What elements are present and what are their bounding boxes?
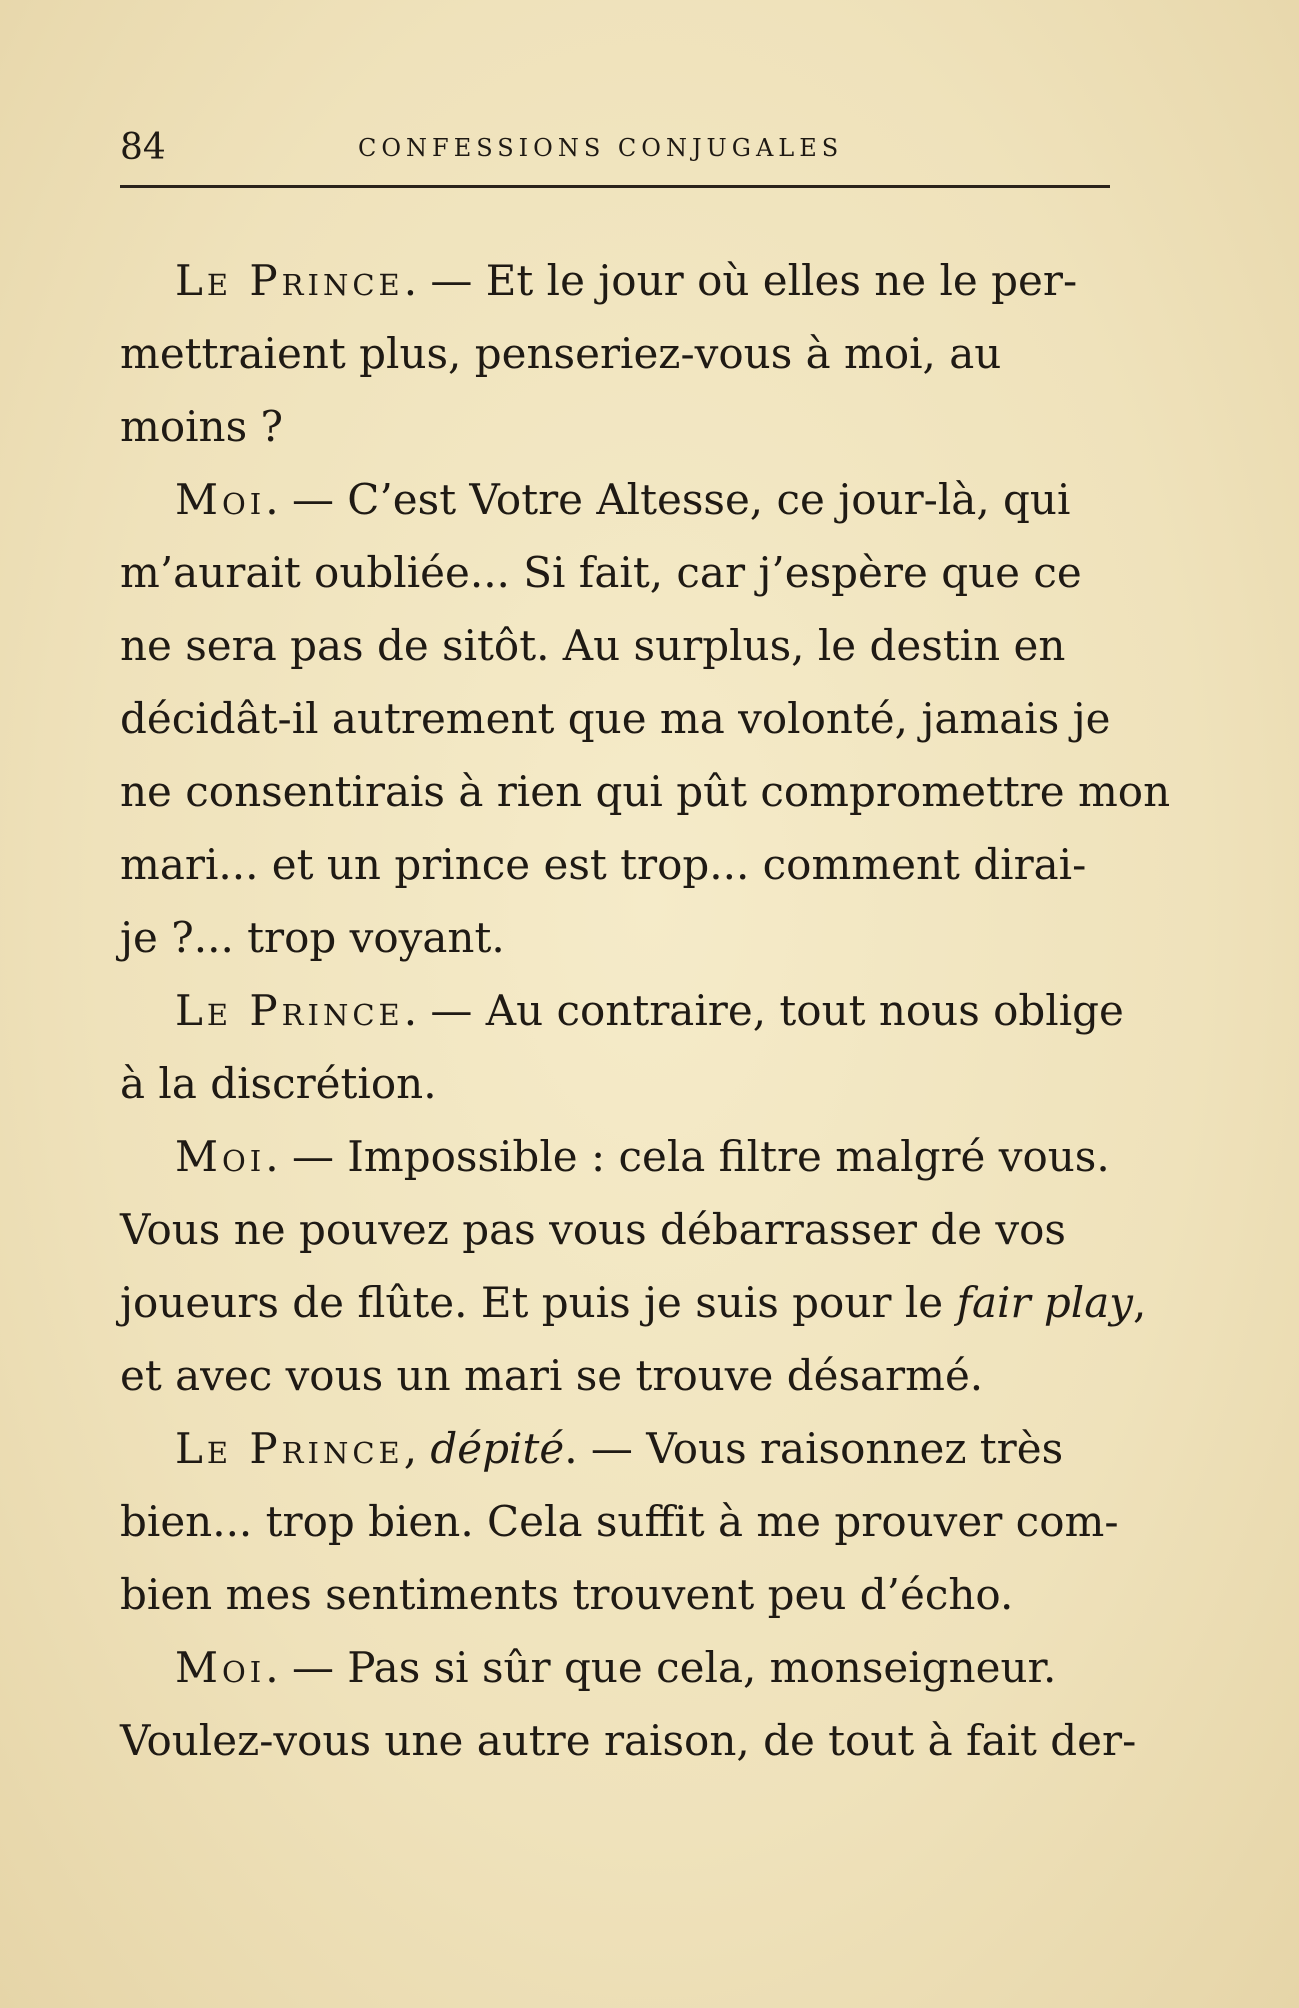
line-text: . — Vous raisonnez très xyxy=(564,1424,1064,1473)
text-line xyxy=(120,1339,1110,1412)
line-text: . — Pas si sûr que cela, monseigneur. xyxy=(265,1643,1057,1692)
speaker-name: Le Prince xyxy=(175,256,404,305)
line-text: Vous ne pouvez pas vous débarrasser de vos xyxy=(120,1205,1066,1254)
running-title: CONFESSIONS CONJUGALES xyxy=(358,134,844,162)
line-text: bien... trop bien. Cela suffit à me prouver com- xyxy=(120,1497,1119,1546)
page-number: 84 xyxy=(120,127,166,168)
text-line xyxy=(120,1558,1110,1631)
line-text: , xyxy=(1132,1278,1147,1327)
text-line xyxy=(120,244,1110,317)
text-line xyxy=(120,1193,1110,1266)
page-header xyxy=(120,118,1110,178)
text-line xyxy=(120,1047,1110,1120)
line-text: mari... et un prince est trop... comment dirai- xyxy=(120,840,1087,889)
text-line xyxy=(120,974,1124,1047)
italic-phrase: fair play xyxy=(956,1278,1133,1327)
text-line xyxy=(120,1631,1110,1704)
speaker-name: Le Prince xyxy=(175,986,404,1035)
line-text: je ?... trop voyant. xyxy=(120,913,505,962)
line-text: . — C’est Votre Altesse, ce jour-là, qui xyxy=(265,475,1071,524)
line-text: m’aurait oubliée... Si fait, car j’espère que ce xyxy=(120,548,1082,597)
line-text: joueurs de flûte. Et puis je suis pour le xyxy=(120,1278,957,1327)
stage-direction: dépité xyxy=(430,1424,565,1473)
line-text: à la discrétion. xyxy=(120,1059,437,1108)
dialogue-text xyxy=(120,244,1171,1777)
line-text: . — Impossible : cela filtre malgré vous. xyxy=(265,1132,1110,1181)
text-line xyxy=(120,463,1110,536)
text-line xyxy=(120,1704,1137,1777)
text-line xyxy=(120,317,1110,390)
line-text: . — Et le jour où elles ne le per- xyxy=(403,256,1078,305)
speaker-name: Moi xyxy=(175,1643,266,1692)
line-text: , xyxy=(403,1424,431,1473)
text-line xyxy=(120,828,1110,901)
text-line xyxy=(120,390,1110,463)
text-line xyxy=(120,901,1110,974)
text-line xyxy=(120,1412,1110,1485)
line-text: ne sera pas de sitôt. Au surplus, le destin en xyxy=(120,621,1066,670)
line-text: ne consentirais à rien qui pût compromettre mon xyxy=(120,767,1171,816)
speaker-name: Le Prince xyxy=(175,1424,404,1473)
text-line xyxy=(120,1485,1119,1558)
text-line xyxy=(120,609,1110,682)
line-text: Voulez-vous une autre raison, de tout à fait der- xyxy=(120,1716,1137,1765)
speaker-name: Moi xyxy=(175,1132,266,1181)
text-line xyxy=(120,1266,1147,1339)
text-line xyxy=(120,1120,1110,1193)
text-line xyxy=(120,536,1110,609)
line-text: moins ? xyxy=(120,402,284,451)
line-text: décidât-il autrement que ma volonté, jamais je xyxy=(120,694,1111,743)
text-line xyxy=(120,755,1171,828)
line-text: mettraient plus, penseriez-vous à moi, au xyxy=(120,329,1002,378)
line-text: . — Au contraire, tout nous oblige xyxy=(403,986,1124,1035)
header-rule xyxy=(120,185,1110,188)
line-text: bien mes sentiments trouvent peu d’écho. xyxy=(120,1570,1014,1619)
line-text: et avec vous un mari se trouve désarmé. xyxy=(120,1351,984,1400)
speaker-name: Moi xyxy=(175,475,266,524)
text-line xyxy=(120,682,1110,755)
